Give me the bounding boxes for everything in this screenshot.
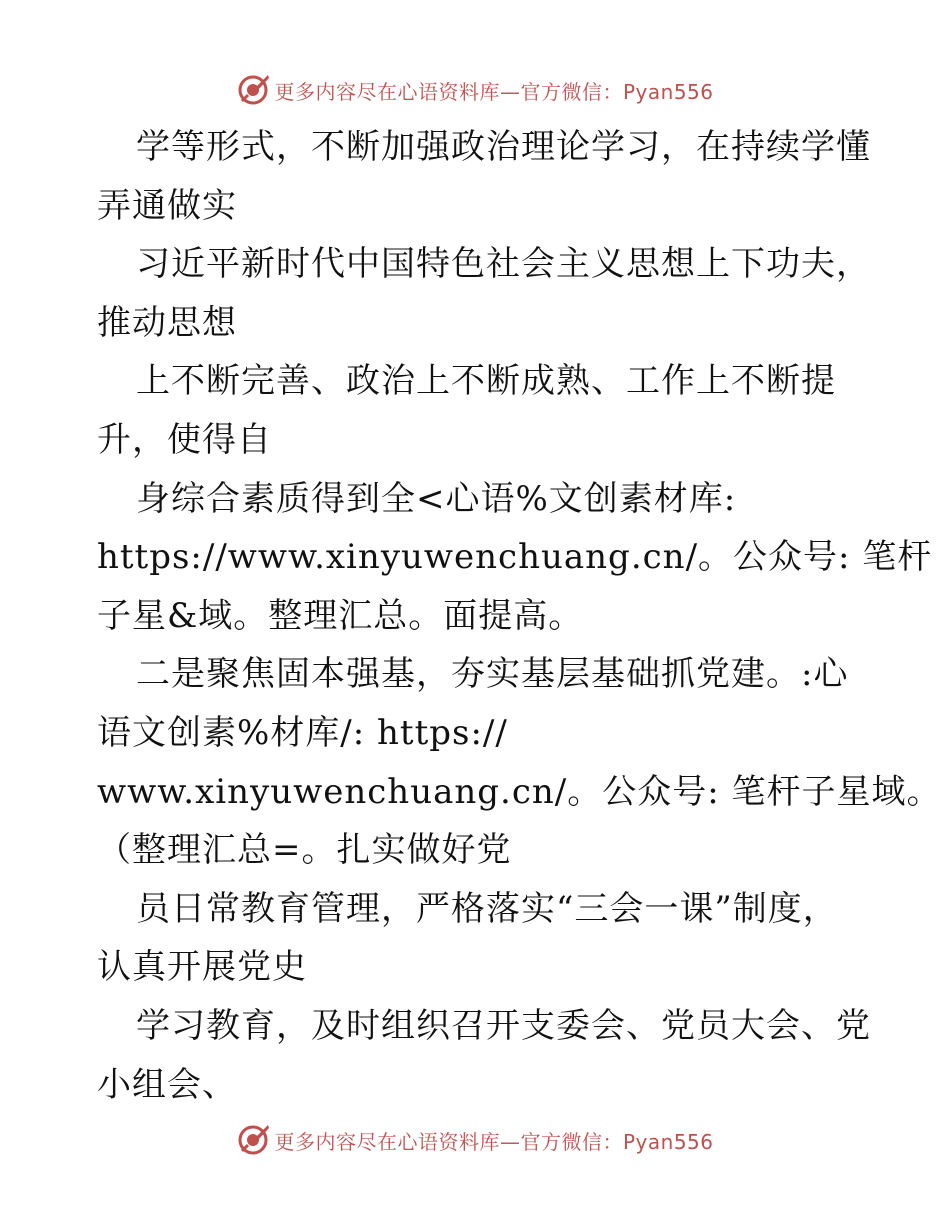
banner-dash: — [499, 79, 521, 104]
text-line: 语文创素%材库/: https:// [97, 712, 508, 753]
banner-contact: 官方微信： [520, 79, 623, 104]
banner-wechat-id: Pyan556 [622, 1129, 714, 1154]
banner-text [274, 76, 713, 105]
text-line: 小组会、 [97, 1064, 237, 1105]
text-line: 升，使得自 [97, 419, 272, 460]
text-line: 学等形式，不断加强政治理论学习，在持续学懂 [136, 127, 871, 167]
banner-title: 更多内容尽在心语资料库 [274, 1129, 500, 1154]
text-line: https://www.xinyuwenchuang.cn/。公众号: 笔杆 [97, 537, 933, 578]
text-line: 弄通做实 [97, 185, 237, 226]
text-line: （整理汇总=。扎实做好党 [97, 830, 512, 871]
text-line: 推动思想 [97, 302, 237, 343]
header-banner [0, 70, 950, 110]
banner-contact: 官方微信： [520, 1129, 623, 1154]
text-line: 认真开展党史 [97, 947, 307, 988]
text-line: 身综合素质得到全<心语%文创素材库: [136, 478, 737, 519]
banner-dash: — [499, 1129, 521, 1154]
text-line: 子星&域。整理汇总。面提高。 [97, 595, 584, 636]
footer-banner [0, 1120, 950, 1160]
text-line: 习近平新时代中国特色社会主义思想上下功夫， [136, 244, 871, 285]
text-line: 上不断完善、政治上不断成熟、工作上不断提 [136, 361, 836, 402]
text-line: 学习教育，及时组织召开支委会、党员大会、党 [136, 1005, 871, 1046]
text-line: www.xinyuwenchuang.cn/。公众号: 笔杆子星域。 [97, 771, 942, 812]
pen-logo-icon [236, 73, 270, 107]
pen-logo-icon [236, 1123, 270, 1157]
banner-text [274, 1126, 713, 1155]
banner-title: 更多内容尽在心语资料库 [274, 79, 500, 104]
banner-wechat-id: Pyan556 [622, 79, 714, 104]
text-line: 二是聚焦固本强基，夯实基层基础抓党建。:心 [136, 654, 849, 695]
document-body [97, 118, 942, 1114]
text-line: 员日常教育管理，严格落实“三会一课”制度， [136, 888, 838, 929]
